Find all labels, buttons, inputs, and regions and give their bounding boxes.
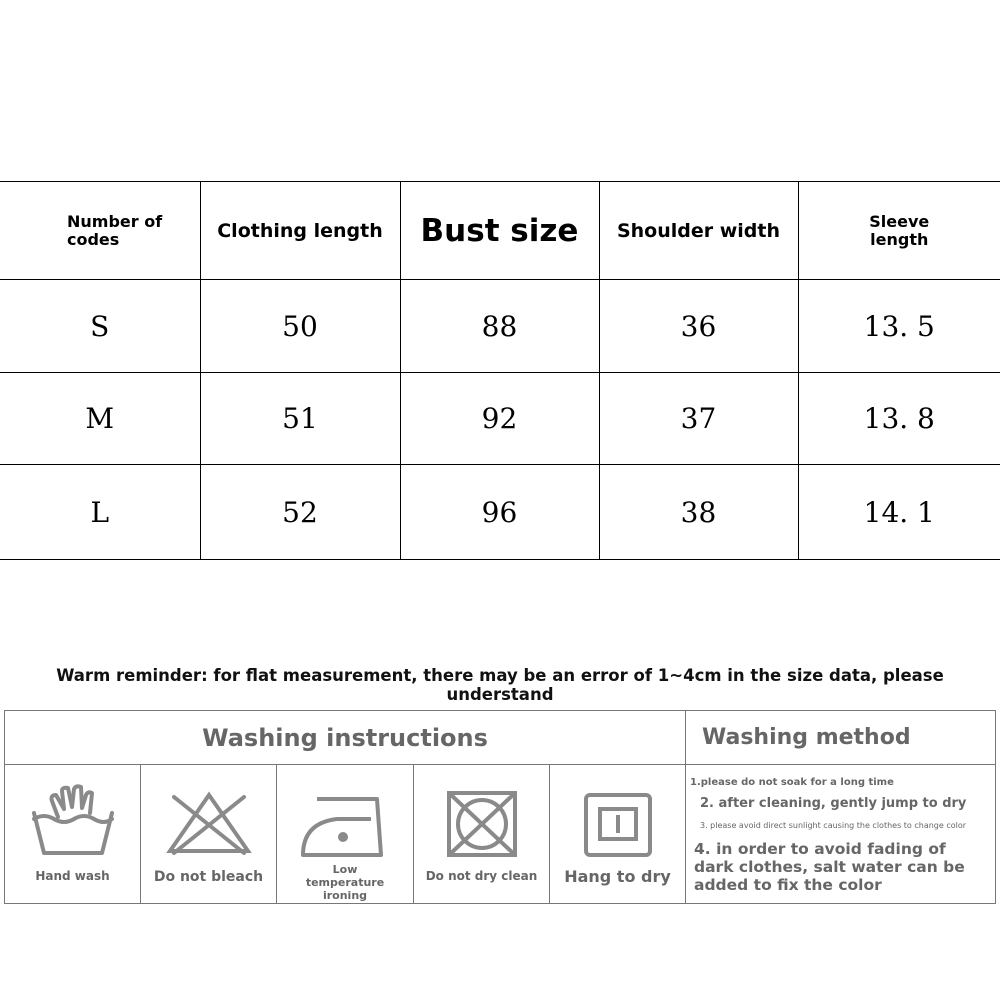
method-item: 1.please do not soak for a long time xyxy=(690,777,894,788)
icon-label: Do not dry clean xyxy=(425,869,538,883)
bust-size-cell: 88 xyxy=(400,280,599,373)
no-bleach-icon xyxy=(164,789,254,859)
icon-label: Hand wash xyxy=(35,869,110,883)
sleeve-length-cell: 14. 1 xyxy=(798,465,1000,560)
size-cell: M xyxy=(0,373,200,465)
sleeve-length-cell: 13. 8 xyxy=(798,373,1000,465)
method-item: 2. after cleaning, gently jump to dry xyxy=(700,796,967,811)
method-item: 3. please avoid direct sunlight causing the clothes to change color xyxy=(700,821,967,830)
size-table-header-row xyxy=(0,182,1000,280)
clothing-length-cell: 52 xyxy=(200,465,400,560)
no-dry-clean-icon xyxy=(445,789,519,859)
table-row xyxy=(0,465,1000,560)
method-item: 4. in order to avoid fading of dark clothes, salt water can be added to fix the color xyxy=(694,840,965,894)
header-shoulder-width: Shoulder width xyxy=(599,182,798,280)
table-row xyxy=(0,373,1000,465)
low-temp-iron-cell xyxy=(277,765,414,903)
washing-method-list xyxy=(690,764,990,894)
shoulder-width-cell: 37 xyxy=(599,373,798,465)
bust-size-cell: 96 xyxy=(400,465,599,560)
header-number-of-codes: Number of codes xyxy=(0,182,200,280)
hang-dry-icon xyxy=(582,791,654,859)
no-bleach-cell xyxy=(141,765,277,903)
measurement-reminder: Warm reminder: for flat measurement, there may be an error of 1~4cm in the size data, please understand xyxy=(56,666,944,704)
header-bust-size: Bust size xyxy=(400,182,599,280)
header-sleeve-length: Sleeve length xyxy=(798,182,1000,280)
size-table xyxy=(0,181,1000,560)
sleeve-length-cell: 13. 5 xyxy=(798,280,1000,373)
hand-wash-icon xyxy=(28,783,118,863)
shoulder-width-cell: 36 xyxy=(599,280,798,373)
clothing-length-cell: 50 xyxy=(200,280,400,373)
icon-label: Hang to dry xyxy=(564,867,671,886)
icon-label: Do not bleach xyxy=(153,869,264,885)
no-dry-clean-cell xyxy=(414,765,550,903)
clothing-length-cell: 51 xyxy=(200,373,400,465)
bust-size-cell: 92 xyxy=(400,373,599,465)
low-temp-iron-icon xyxy=(297,793,393,863)
washing-instructions-title: Washing instructions xyxy=(5,711,686,765)
shoulder-width-cell: 38 xyxy=(599,465,798,560)
hang-dry-cell xyxy=(550,765,686,903)
size-cell: S xyxy=(0,280,200,373)
hand-wash-cell xyxy=(5,765,141,903)
table-row xyxy=(0,280,1000,373)
icon-label: Low temperature ironing xyxy=(305,863,385,902)
washing-method-title: Washing method xyxy=(686,711,995,765)
header-clothing-length: Clothing length xyxy=(200,182,400,280)
size-cell: L xyxy=(0,465,200,560)
